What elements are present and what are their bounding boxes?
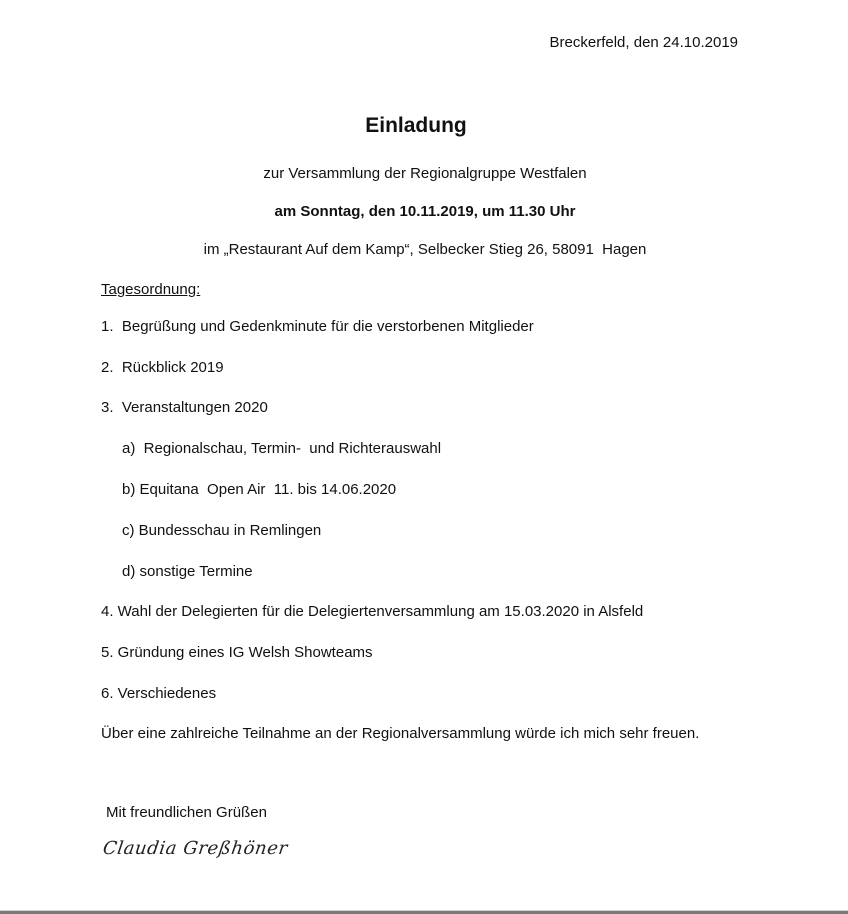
letter-title: Einladung [365, 114, 467, 137]
agenda-item-1: 1. Begrüßung und Gedenkminute für die verstorbenen Mitglieder [101, 318, 534, 335]
agenda-item-5: 5. Gründung eines IG Welsh Showteams [101, 644, 373, 661]
agenda-item-3: 3. Veranstaltungen 2020 [101, 399, 268, 416]
greeting: Mit freundlichen Grüßen [106, 804, 267, 821]
place-date: Breckerfeld, den 24.10.2019 [549, 34, 738, 51]
signature: Claudia Greßhöner [101, 838, 290, 859]
meeting-location: im „Restaurant Auf dem Kamp“, Selbecker Stieg 26, 58091 Hagen [203, 241, 647, 258]
agenda-item-3a: a) Regionalschau, Termin- und Richterauswahl [122, 440, 442, 457]
agenda-heading: Tagesordnung: [101, 281, 201, 298]
agenda-item-3c: c) Bundesschau in Remlingen [122, 522, 322, 539]
closing-text: Über eine zahlreiche Teilnahme an der Regionalversammlung würde ich mich sehr freuen. [101, 725, 700, 742]
agenda-item-6: 6. Verschiedenes [101, 685, 217, 702]
letter-subtitle: zur Versammlung der Regionalgruppe Westfalen [263, 165, 587, 182]
agenda-item-2: 2. Rückblick 2019 [101, 359, 224, 376]
agenda-item-3d: d) sonstige Termine [122, 563, 253, 580]
agenda-item-3b: b) Equitana Open Air 11. bis 14.06.2020 [122, 481, 397, 498]
agenda-item-4: 4. Wahl der Delegierten für die Delegiertenversammlung am 15.03.2020 in Alsfeld [101, 603, 644, 620]
meeting-date-time: am Sonntag, den 10.11.2019, um 11.30 Uhr [274, 203, 576, 220]
